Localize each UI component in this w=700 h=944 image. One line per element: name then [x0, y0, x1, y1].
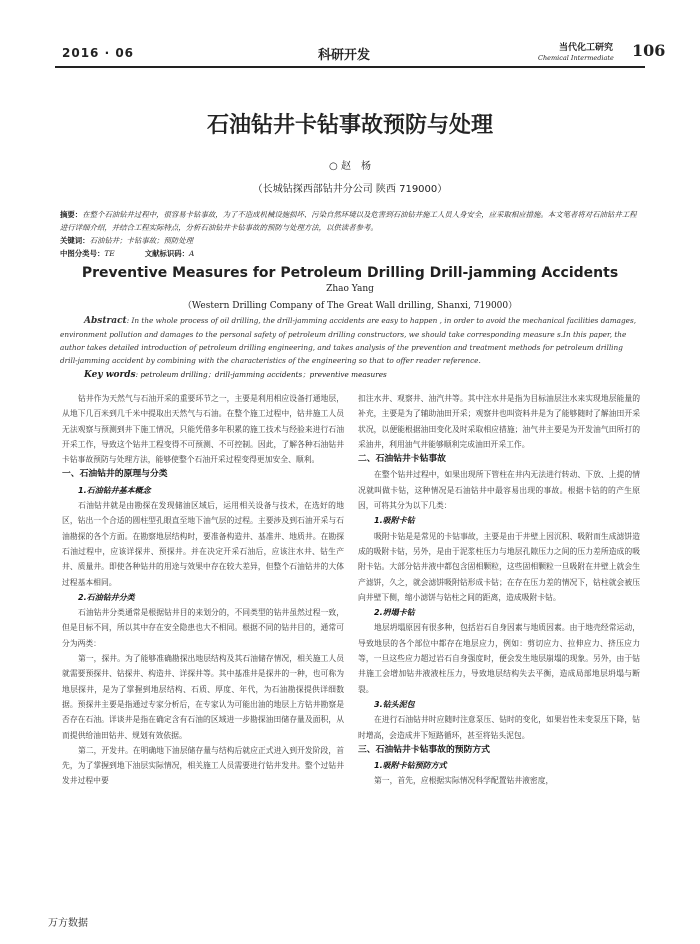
abstract-en: [60, 314, 642, 367]
paragraph: 第一，探井。为了能够准确勘探出地层结构及其石油储存情况，相关施工人员就需要预探井、钻探井、构造井、详探井等。其中基准井是探井的一种，也可称为地层探井，是为了掌握到地层结构、石质、厚度、年代，为石油勘探提供详细数据。预探井主要是指通过专家分析后，在专家认为可能出油的地层上方钻井勘察是否存在石油。详谈井是指在确定含有石油的区域进一步勘探油田储存量及面积，从而提供给油田钻井、规划有效依据。: [62, 654, 344, 740]
page-header: [0, 0, 700, 80]
subsection-heading: 2.坍塌卡钻: [374, 608, 415, 618]
keywords-en: [84, 370, 387, 380]
subsection-heading: 1.石油钻井基本概念: [78, 485, 151, 495]
affiliation-en: （Western Drilling Company of The Great Wall drilling, Shanxi, 719000）: [182, 301, 518, 311]
body-left-column: [62, 391, 344, 789]
clc-value: TE: [104, 249, 115, 258]
paragraph: 第一，首先，应根据实际情况科学配置钻井液密度，: [374, 776, 554, 786]
header-rule: [55, 66, 645, 68]
journal-name-en: Chemical Intermediate: [538, 54, 614, 62]
section-heading: 二、石油钻井卡钻事故: [358, 454, 446, 465]
subsection-heading: 1.吸附卡钻: [374, 516, 415, 526]
paragraph: 石油钻井就是由勘探在发现储油区域后，运用相关设备与技术，在选好的地区，钻出一个合适的圆柱型孔眼直至地下油气层的过程。主要涉及到石油开采与石油勘探的各个方面。在勘察地层结构时，要准备构造井、基准井、地质井。在勘探石油过程中，应该详探井、预探井。并在决定开采石油后，应该注水井、钻生产井、质量井。即使各种钻井的用途与效果中存在较大差异，但整个石油钻井的大体过程基本相同。: [62, 501, 344, 587]
section-heading: 三、石油钻井卡钻事故的预防方式: [358, 744, 490, 755]
body-right-column: [358, 391, 640, 789]
paragraph: 石油钻井分类通常是根据钻井目的来划分的，不同类型的钻井虽然过程一致，但是目标不同，所以其中存在安全隐患也大不相同。根据不同的钻井目的，通常可分为两类：: [62, 608, 344, 648]
section-name: 科研开发: [318, 48, 371, 63]
subsection-heading: 3.钻头泥包: [374, 699, 415, 709]
article-title-en: Preventive Measures for Petroleum Drilling Drill-jamming Accidents: [81, 265, 619, 281]
affiliation-cn: （长城钻探西部钻井分公司 陕西 719000）: [252, 184, 448, 195]
paragraph: 钻井作为天然气与石油开采的重要环节之一，主要是利用相应设备打通地层，从地下几百米到几千米中提取出天然气与石油。在整个施工过程中，钻井施工人员无法观察与预测到井下施工情况，只能凭借多年积累的施工技术与经验来进行石油开采工作，导致这个钻井工程变得不可预测、不可控制。因此，了解各种石油钻井卡钻事故预防与处理方法，能够使整个石油开采过程变得更加安全、顺利。: [62, 394, 344, 465]
article-title-cn: 石油钻井卡钻事故预防与处理: [206, 113, 493, 138]
journal-name-cn: 当代化工研究: [559, 43, 614, 53]
paragraph: 在整个钻井过程中，如果出现所下管柱在井内无法进行转动、下放、上提的情况就叫做卡钻，这种情况是石油钻井中最容易出现的事故。根据卡钻的的产生原因，可将其分为以下几类：: [358, 470, 640, 511]
paragraph: 第二，开发井。在明确地下油层储存量与结构后就应正式进入到开发阶段，首先，为了掌握到地下油层实际情况，相关施工人员需要进行钻井发井。整个过钻井发井过程中要: [62, 745, 344, 786]
abstract-cn-text: 在整个石油钻井过程中，很容易卡钻事故，为了不造成机械设施损坏、污染自然环境以及危害到石油钻井施工人员人身安全，应采取相应措施。本文笔者将对石油钻井工程进行详细介绍，并结合工程实际特点，分析石油钻井卡钻事故的预防与处理方法，以供读者参考。: [60, 210, 637, 232]
abstract-en-text: : In the whole process of oil drilling, the drill-jamming accidents are easy to happen , in order to avoid the mechanical facilities damages, environment pollution and damages to the personal safety of petroleum drilling constructors, we should take corresponding measure s.In this paper, the author takes detailed introduction of petroleum drilling engineering, and takes analysis of the prevention and treatment methods for petroleum drilling drill-jamming accident by combining with the characteristics of the engineering so that to offer reader reference.: [60, 316, 637, 365]
subsection-heading: 1.吸附卡钻预防方式: [374, 761, 447, 771]
keywords-en-text: : petroleum drilling；drill-jamming accidents；preventive measures: [135, 370, 387, 379]
paragraph: 地层坍塌原因有很多种，包括岩石自身因素与地质因素。由于地壳经常运动，导致地层的各个部位中都存在地层应力，例如：剪切应力、拉伸应力、挤压应力等，一旦这些应力超过岩石自身强度时，便会发生地层崩塌的现象。另外，由于钻井施工会增加钻井液液柱压力，导致地层结构失去平衡，造成局部地层坍塌与断裂。: [358, 623, 640, 694]
page-number: 106: [632, 41, 666, 60]
clc-label: 中图分类号：: [60, 249, 105, 258]
classification: [60, 247, 642, 260]
paragraph: 吸附卡钻是是常见的卡钻事故，主要是由于井壁上因沉积、吸附而生成滤饼造成的吸附卡钻，另外，是由于泥浆柱压力与地层孔隙压力之间的压力差所造成的吸附卡钻。大部分钻井液中都包含固相颗粒，这些固相颗粒一旦吸附在井壁上就会生产滤饼，久之，就会滤饼吸附钻形成卡钻；在存在压力差的情况下，钻柱就会被压向井壁下侧，缩小滤饼与钻柱之间的距离，造成吸附卡钻。: [358, 531, 640, 602]
abstract-en-label: Abstract: [84, 316, 127, 326]
author-cn: ○ 赵 杨: [329, 161, 371, 172]
author-en: Zhao Yang: [326, 284, 374, 294]
paragraph: 在进行石油钻井时应随时注意泵压、钻时的变化，如果岩性未变泵压下降，钻时增高，会造成井下短路循环，甚至将钻头泥包。: [358, 715, 640, 740]
issue-date: 2016 · 06: [62, 46, 135, 60]
abstract-cn-label: 摘要：: [60, 210, 83, 219]
footer-source: 万方数据: [48, 918, 88, 929]
subsection-heading: 2.石油钻井分类: [78, 592, 135, 602]
doc-code-value: A: [189, 249, 195, 258]
keywords-cn: [60, 234, 642, 247]
keywords-en-label: Key words: [84, 370, 136, 380]
abstract-cn: [60, 208, 642, 234]
keywords-cn-label: 关键词：: [60, 236, 90, 245]
keywords-cn-text: 石油钻井；卡钻事故；预防处理: [89, 236, 194, 245]
doc-code-label: 文献标识码：: [144, 249, 190, 258]
paragraph: 扣注水井、观察井、油汽井等。其中注水井是指为目标油层注水来实现地层能量的补充，主要是为了辅助油田开采；观察井也叫资料井是为了能够随时了解油田开采状况，以便能根据油田变化及时采取相应措施；油气井主要是为开发油气田所打的采油井，利用油气井能够顺利完成油田开采工作。: [358, 394, 640, 449]
section-heading: 一、石油钻井的原理与分类: [62, 469, 168, 480]
